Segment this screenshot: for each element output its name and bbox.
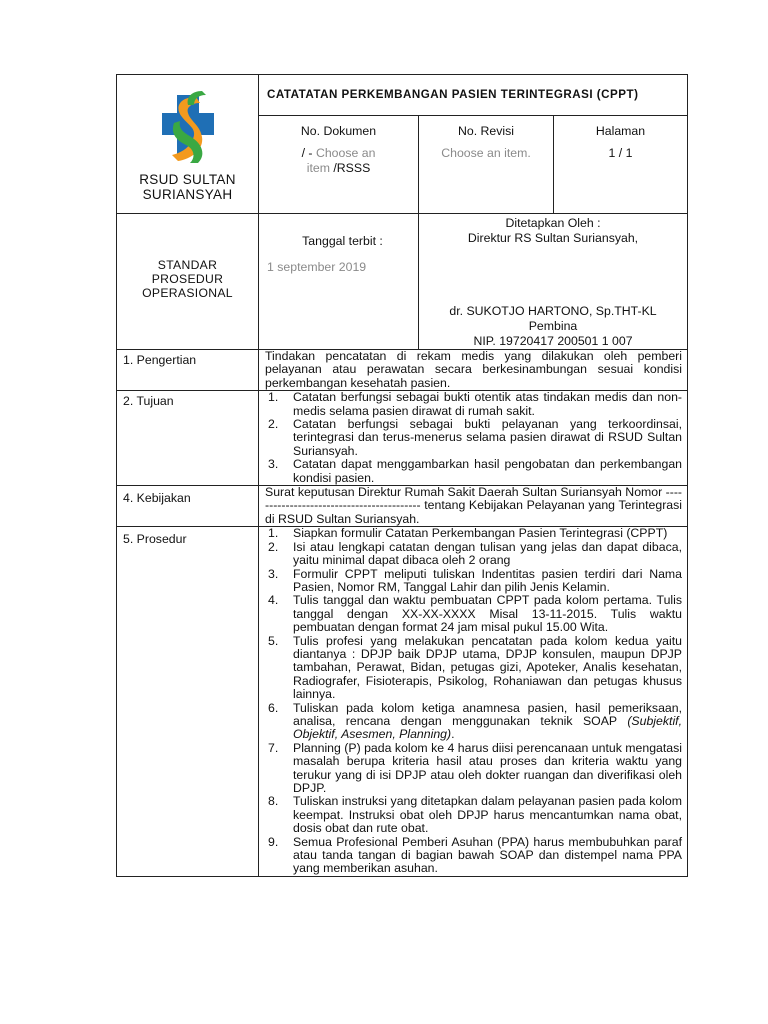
sop-label-line-1: STANDAR [157, 258, 218, 272]
tujuan-label: 2. Tujuan [117, 391, 259, 486]
list-item: 4. Tulis tanggal dan waktu pembuatan CPPT pada kolom pertama. Tulis tanggal dengan XX-XX-XXXX Misal 13-11-2015. Tulis waktu pembuatan dengan format 24 jam misal pukul 15.00 Wita. [268, 593, 683, 635]
prosedur-list [265, 527, 682, 876]
pengertian-text: Tindakan pencatatan di rekam medis yang dilakukan oleh pemberi pelayanan atau perawatan secara berkesinambungan sesuai kondisi perkembangan kesehatah pasien. [259, 350, 688, 391]
no-dokumen-prefix: / - [301, 146, 316, 160]
no-dokumen-cell [259, 116, 419, 214]
list-item: 5. Tulis profesi yang melakukan pencatatan pada kolom kedua yaitu diantanya : DPJP baik DPJP utama, DPJP konsulen, maupun DPJP tambahan, Perawat, Bidan, petugas gizi, Apoteker, Analis kesehatan, Radiografer, Fisioterapis, Psikolog, Rohaniawan dan petugas khusus lainnya. [268, 633, 683, 702]
sop-label-line-2: PROSEDUR [151, 272, 224, 286]
sop-label-cell [117, 214, 259, 350]
kebijakan-text: Surat keputusan Direktur Rumah Sakit Daerah Sultan Suriansyah Nomor ------------------------------------------ tentang Kebijakan Pelayanan yang Terintegrasi di RSUD Sultan Suriansyah. [259, 486, 688, 527]
logo-name-line-2: SURIANSYAH [142, 187, 233, 202]
no-revisi-cell [419, 116, 554, 214]
no-dokumen-placeholder-item[interactable]: item [306, 161, 330, 175]
pengertian-label: 1. Pengertian [117, 350, 259, 391]
ditetapkan-by: Direktur RS Sultan Suriansyah, [467, 231, 639, 245]
list-item: 3. Formulir CPPT meliputi tuliskan Indentitas pasien terdiri dari Nama Pasien, Nomor RM, Tanggal Lahir dan pilih Jenis Kelamin. [268, 566, 683, 594]
no-dokumen-value[interactable] [259, 146, 418, 161]
tujuan-list-cell [259, 391, 688, 486]
prosedur-list-cell [259, 527, 688, 877]
no-dokumen-label: No. Dokumen [300, 124, 377, 138]
list-item: 9. Semua Profesional Pemberi Asuhan (PPA) harus membubuhkan paraf atau tanda tangan di bagian bawah SOAP dan distempel nama PPA yang memberikan asuhan. [268, 834, 683, 876]
list-item: 8. Tuliskan instruksi yang ditetapkan dalam pelayanan pasien pada kolom keempat. Instruksi obat oleh DPJP harus mencantumkan nama obat, dosis obat dan rute obat. [268, 794, 683, 836]
tujuan-list [265, 391, 682, 485]
list-item: 7. Planning (P) pada kolom ke 4 harus diisi perencanaan untuk mengatasi masalah berupa kriteria hasil atau proses dan kriteria waktu yang terukur yang di isi DPJP atau oleh dokter ruangan dan diverifikasi oleh DPJP. [268, 740, 683, 795]
signer-name: dr. SUKOTJO HARTONO, Sp.THT-KL [449, 304, 657, 318]
list-item: 6. Tuliskan pada kolom ketiga anamnesa pasien, hasil pemeriksaan, analisa, rencana dengan menggunakan teknik SOAP (Subjektif, Objektif, Asesmen, Planning). [268, 700, 683, 742]
no-dokumen-suffix: /RSSS [329, 161, 371, 175]
hospital-logo-icon [152, 83, 224, 169]
list-item: 2. Isi atau lengkapi catatan dengan tulisan yang jelas dan dapat dibaca, yaitu minimal dapat dibaca oleh 2 orang [268, 539, 683, 568]
sop-document [116, 74, 687, 877]
document-title: CATATATAN PERKEMBANGAN PASIEN TERINTEGRASI (CPPT) [259, 75, 688, 116]
signer-nip: NIP. 19720417 200501 1 007 [473, 334, 633, 348]
list-item: 1. Catatan berfungsi sebagai bukti otentik atas tindakan medis dan non-medis selama pasien dirawat di rumah sakit. [268, 390, 683, 418]
tanggal-terbit-cell [259, 214, 419, 350]
prosedur-label: 5. Prosedur [117, 527, 259, 877]
ditetapkan-label: Ditetapkan Oleh : [505, 216, 601, 230]
halaman-cell [554, 116, 688, 214]
kebijakan-label: 4. Kebijakan [117, 486, 259, 527]
no-revisi-label: No. Revisi [457, 124, 515, 138]
logo-cell [117, 75, 259, 214]
list-item: 1. Siapkan formulir Catatan Perkembangan Pasien Terintegrasi (CPPT) [268, 526, 668, 541]
logo-name-line-1: RSUD SULTAN [139, 172, 236, 187]
sop-table [116, 74, 688, 877]
tanggal-terbit-label: Tanggal terbit : [302, 234, 383, 248]
list-item: 2. Catatan berfungsi sebagai bukti pelayanan yang terkoordinsai, terintegrasi dan terus-menerus selama pasien dirawat di RSUD Sultan Suriansyah. [268, 417, 683, 458]
tanggal-terbit-value[interactable]: 1 september 2019 [267, 260, 367, 274]
signer-rank: Pembina [528, 319, 578, 333]
no-revisi-value[interactable]: Choose an item. [441, 146, 531, 160]
list-item: 3. Catatan dapat menggambarkan hasil pengobatan dan perkembangan kondisi pasien. [268, 457, 683, 485]
halaman-value: 1 / 1 [608, 146, 633, 160]
sop-label-line-3: OPERASIONAL [142, 286, 233, 300]
ditetapkan-cell [419, 214, 688, 350]
no-dokumen-placeholder[interactable]: Choose an [315, 146, 376, 160]
halaman-label: Halaman [595, 124, 646, 138]
